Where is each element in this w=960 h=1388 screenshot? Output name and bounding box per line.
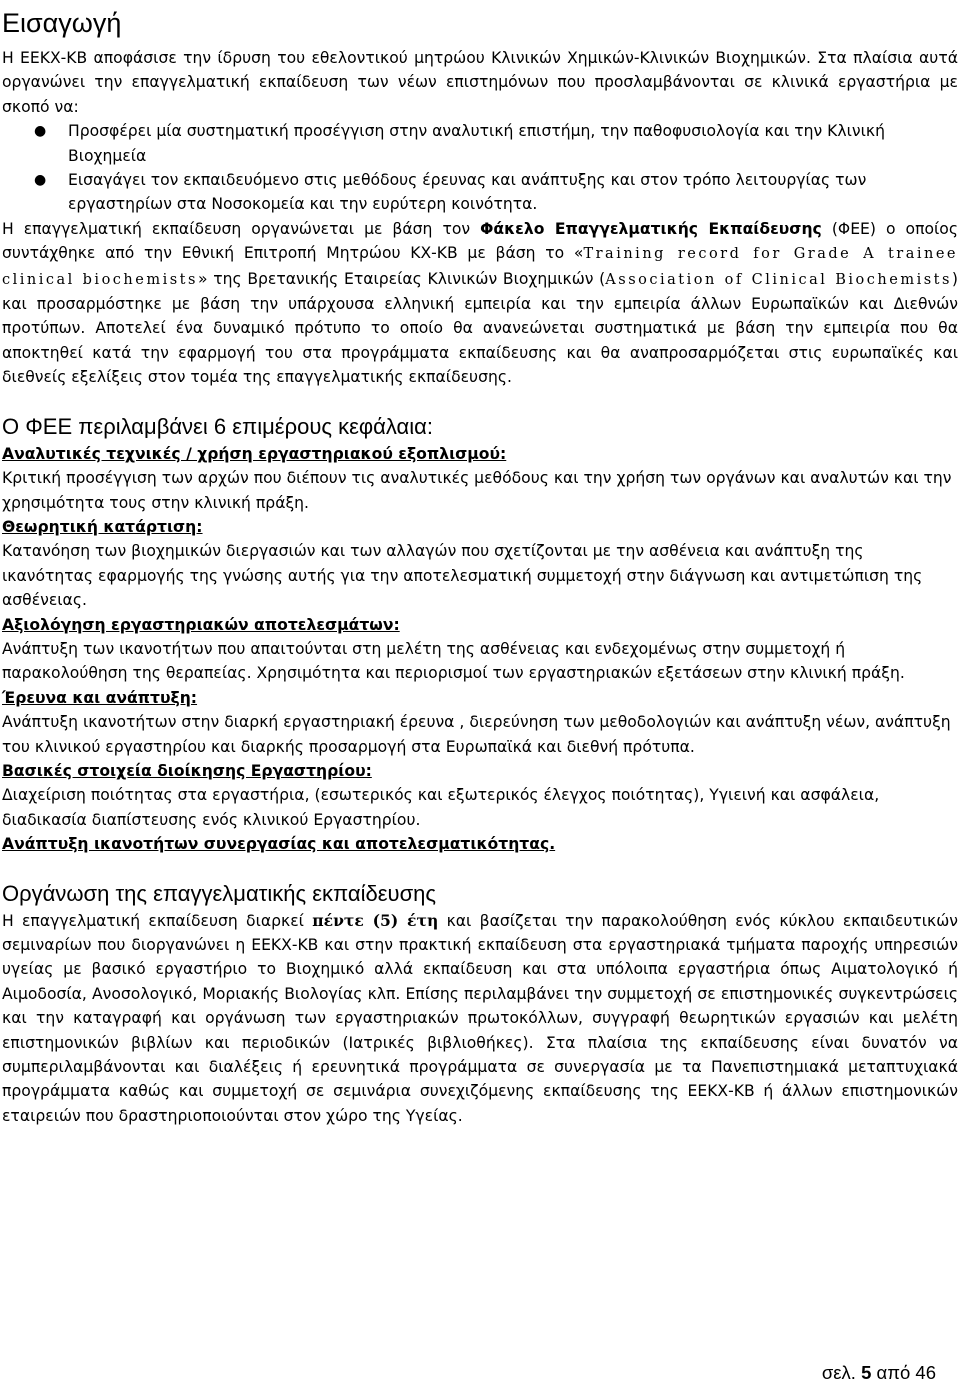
bullet-icon: ●: [34, 172, 47, 189]
chapter-text: Ανάπτυξη ικανοτήτων στην διαρκή εργαστηριακή έρευνα , διερεύνηση των μεθοδολογιών και ανάπτυξη νέων, ανάπτυξη του κλινικού εργαστηρίου και διαρκής προσαρμογή στα Ευρωπαϊκά και διεθνή πρότυπα.: [2, 713, 951, 756]
chapter-text: Κριτική προσέγγιση των αρχών που διέπουν τις αναλυτικές μεθόδους και την χρήση των οργάνων και αναλυτών και την χρησιμότητα τους στην κλινική πράξη.: [2, 469, 952, 512]
chapter-text: Κατανόηση των βιοχημικών διεργασιών και των αλλαγών που σχετίζονται με την ασθένεια και ανάπτυξη της ικανότητας εφαρμογής της γνώσης αυτής για την αποτελεσματική συμμετοχή στην διάγνωση και αντιμετώπιση της ασθένειας.: [2, 542, 923, 610]
goals-list: [2, 119, 958, 217]
chapter-item: [2, 515, 958, 613]
goal-text: Προσφέρει μία συστηματική προσέγγιση στην αναλυτική επιστήμη, την παθοφυσιολογία και την Κλινική Βιοχημεία: [68, 122, 885, 165]
document-page: [2, 0, 958, 1128]
intro-title: Εισαγωγή: [2, 8, 122, 38]
fee-source-title: Training record for Grade A trainee clinical biochemists: [2, 246, 958, 288]
organization-title: Οργάνωση της επαγγελματικής εκπαίδευσης: [2, 880, 436, 906]
page-suffix: από 46: [871, 1362, 936, 1383]
chapter-text: Ανάπτυξη των ικανοτήτων που απαιτούνται στη μελέτη της ασθένειας και ενδεχομένως στην συμμετοχή ή παρακολούθηση της θεραπείας. Χρησιμότητα και περιορισμοί των εργαστηριακών εξετάσεων στην κλινική πράξη.: [2, 639, 905, 683]
organization-text-a: Η επαγγελματική εκπαίδευση διαρκεί: [2, 911, 313, 930]
organization-paragraph: [2, 909, 958, 1129]
organization-text-b: και βασίζεται την παρακολούθηση ενός κύκλου εκπαιδευτικών σεμιναρίων που διοργανώνει η ΕΕΚΧ-ΚΒ και στην πρακτική εκπαίδευση στα εργαστηριακά τμήματα παροχής υπηρεσιών υγείας με βασικό εργαστήριο το Βιοχημικό αλλά εκπαίδευση και στα υπόλοιπα εργαστήρια όπως Αιματολογικό ή Αιμοδοσία, Ανοσολογικό, Μοριακής Βιολογίας κλπ. Επίσης περιλαμβάνει την συμμετοχή σε επιστημονικές συγκεντρώσεις και την καταγραφή και οργάνωση των εργαστηριακών πρωτοκόλλων, συγγραφή θεωρητικών εργασιών και μελέτη επιστημονικών βιβλίων και περιοδικών (Ιατρικές βιβλιοθήκες). Στα πλαίσια της εκπαίδευσης είναι δυνατόν να συμπεριλαμβάνονται και διαλέξεις ή ερευνητικά προγράμματα σε συνεργασία με τα Πανεπιστημιακά μεταπτυχιακά προγράμματα καθώς και συμμετοχή σε σεμινάρια συνεχιζόμενης εκπαίδευσης της ΕΕΚΧ-ΚΒ ή άλλων επιστημονικών εταιρειών που δραστηριοποιούνται στον χώρο της Υγείας.: [2, 911, 958, 1125]
page-number: [822, 1361, 936, 1385]
fee-text-a: Η επαγγελματική εκπαίδευση οργανώνεται με βάση τον: [2, 219, 481, 238]
goal-item: [34, 119, 958, 168]
chapter-heading: Έρευνα και ανάπτυξη:: [2, 688, 198, 707]
fee-source-association: Association of Clinical Biochemists: [605, 271, 952, 288]
chapters-title: Ο ΦΕΕ περιλαμβάνει 6 επιμέρους κεφάλαια:: [2, 413, 433, 439]
fee-text-c: » της Βρετανικής Εταιρείας Κλινικών Βιοχημικών (: [197, 269, 606, 288]
chapter-item: [2, 613, 958, 686]
fee-text-d: ) και προσαρμόστηκε με βάση την υπάρχουσα ελληνική εμπειρία και την εμπειρία άλλων Ευρωπαϊκών και Διεθνών προτύπων. Αποτελεί ένα δυναμικό πρότυπο το οποίο θα ανανεώνεται συστηματικά με βάση την εμπειρία που θα αποκτηθεί κατά την εφαρμογή του στα προγράμματα εκπαίδευσης και θα αναπροσαρμόζεται στις ευρωπαϊκές και διεθνείς εξελίξεις στον τομέα της επαγγελματικής εκπαίδευσης.: [2, 269, 959, 387]
chapter-item: [2, 686, 958, 759]
chapter-heading: Βασικές στοιχεία διοίκησης Εργαστηρίου:: [2, 761, 372, 780]
chapter-text: Διαχείριση ποιότητας στα εργαστήρια, (εσωτερικός και εξωτερικός έλεγχος ποιότητας), Υγιεινή και ασφάλεια, διαδικασία διαπίστευσης ενός κλινικού Εργαστηρίου.: [2, 786, 880, 829]
chapter-heading: Θεωρητική κατάρτιση:: [2, 517, 203, 536]
chapter-heading: Αναλυτικές τεχνικές / χρήση εργαστηριακού εξοπλισμού:: [2, 444, 507, 463]
bullet-icon: ●: [34, 123, 47, 140]
chapter-heading: Ανάπτυξη ικανοτήτων συνεργασίας και αποτελεσματικότητας.: [2, 835, 556, 854]
duration-bold: πέντε (5) έτη: [312, 910, 439, 930]
chapter-item: [2, 759, 958, 832]
goal-text: Εισαγάγει τον εκπαιδευόμενο στις μεθόδους έρευνας και ανάπτυξης και στον τρόπο λειτουργίας των εργαστηρίων στα Νοσοκομεία και την ευρύτερη κοινότητα.: [68, 171, 867, 214]
chapter-heading: Αξιολόγηση εργαστηριακών αποτελεσμάτων:: [2, 615, 400, 634]
intro-paragraph: Η ΕΕΚΧ-ΚΒ αποφάσισε την ίδρυση του εθελοντικού μητρώου Κλινικών Χημικών-Κλινικών Βιοχημικών. Στα πλαίσια αυτά οργανώνει την επαγγελματική εκπαίδευση των νέων επιστημόνων που προσλαμβάνονται σε κλινικά εργαστήρια με σκοπό να:: [2, 49, 958, 116]
fee-text-b: (ΦΕΕ) ο οποίος συντάχθηκε από την Εθνική Επιτροπή Μητρώου ΚΧ-ΚΒ με βάση το «: [2, 219, 958, 263]
goal-item: [34, 168, 958, 217]
fee-paragraph: [2, 217, 958, 390]
fee-bold-title: Φάκελο Επαγγελματικής Εκπαίδευσης: [480, 219, 822, 238]
page-prefix: σελ.: [821, 1362, 862, 1383]
page-current: 5: [861, 1362, 872, 1383]
chapter-item: [2, 442, 958, 515]
chapter-item: [2, 832, 958, 856]
